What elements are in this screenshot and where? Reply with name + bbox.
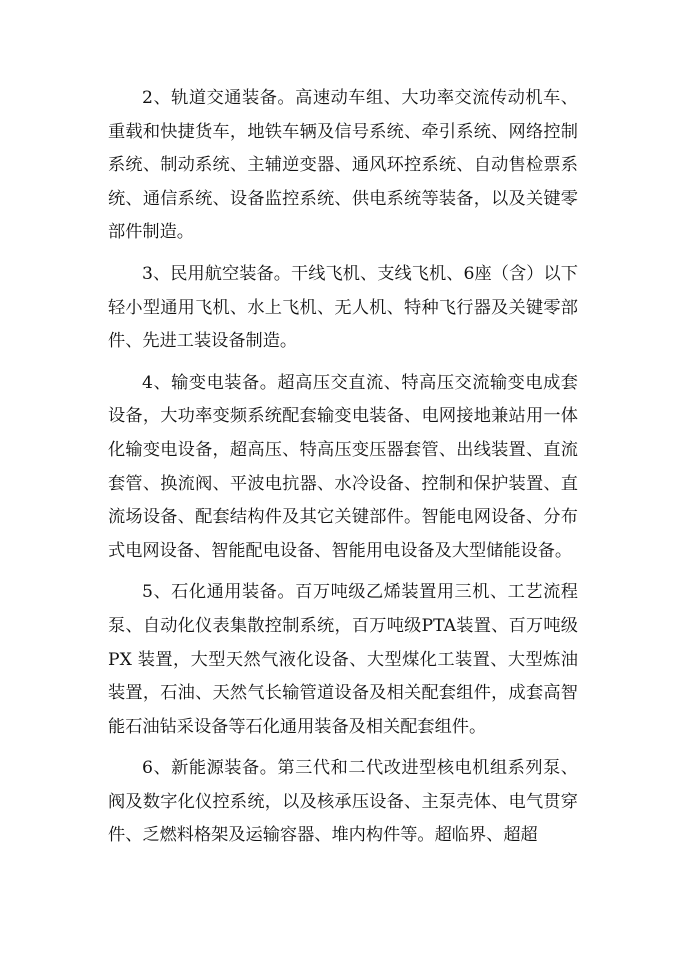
- document-body: [108, 82, 578, 861]
- paragraph-civil-aviation: 3、民用航空装备。干线飞机、支线飞机、6座（含）以下轻小型通用飞机、水上飞机、无人机、特种飞行器及关键零部件、先进工装设备制造。: [108, 263, 578, 352]
- paragraph-power-transmission: 4、输变电装备。超高压交直流、特高压交流输变电成套设备，大功率变频系统配套输变电装备、电网接地兼站用一体化输变电设备，超高压、特高压变压器套管、出线装置、直流套管、换流阀、平波电抗器、水冷设备、控制和保护装置、直流场设备、配套结构件及其它关键部件。智能电网设备、分布式电网设备、智能配电设备、智能用电设备及大型储能设备。: [108, 372, 578, 561]
- paragraph-petrochemical: 5、石化通用装备。百万吨级乙烯装置用三机、工艺流程泵、自动化仪表集散控制系统，百万吨级PTA装置、百万吨级 PX 装置，大型天然气液化设备、大型煤化工装置、大型炼油装置，石油、天然气长输管道设备及相关配套组件，成套高智能石油钻采设备等石化通用装备及相关配套组件。: [108, 582, 578, 737]
- paragraph-new-energy: 6、新能源装备。第三代和二代改进型核电机组系列泵、阀及数字化仪控系统，以及核承压设备、主泵壳体、电气贯穿件、乏燃料格架及运输容器、堆内构件等。超临界、超超: [108, 758, 578, 846]
- paragraph-rail-transit: 2、轨道交通装备。高速动车组、大功率交流传动机车、重载和快捷货车，地铁车辆及信号系统、牵引系统、网络控制系统、制动系统、主辅逆变器、通风环控系统、自动售检票系统、通信系统、设备监控系统、供电系统等装备，以及关键零部件制造。: [108, 88, 578, 243]
